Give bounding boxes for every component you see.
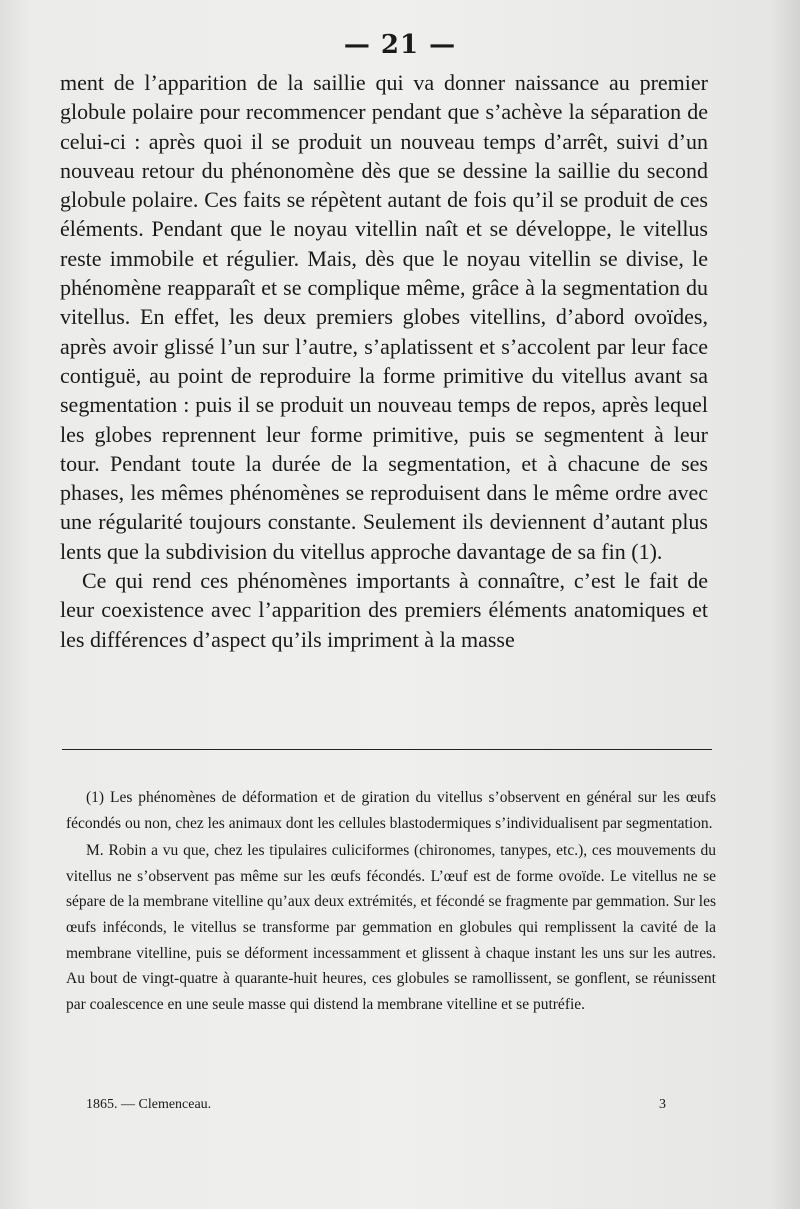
footer-imprint: 1865. — Clemenceau. bbox=[86, 1097, 212, 1112]
footnote-1: (1) Les phénomènes de déformation et de giration du vitellus s’observent en général sur les œufs fécondés ou non, chez les animaux dont les cellules blastodermiques s’individualisent par segmentation. bbox=[66, 789, 716, 832]
footnote-divider bbox=[62, 749, 712, 750]
page-footer bbox=[86, 1097, 666, 1113]
footnote-2: M. Robin a vu que, chez les tipulaires culiciformes (chironomes, tanypes, etc.), ces mouvements du vitellus ne s’observent pas même sur les œufs fécondés. L’œuf est de forme ovoïde. Le vitellus ne se sépare de la membrane vitelline qu’aux deux extrémités, et fécondé se fragmente par gemmation. Sur les œufs inféconds, le vitellus se transforme par gemmation en globules qui remplissent la cavité de la membrane vitelline, puis se déforment incessamment et glissent à chaque instant les uns sur les autres. Au bout de vingt-quatre à quarante-huit heures, ces globules se ramollissent, se gonflent, se réunissent par coalescence en une seule masse qui distend la membrane vitelline et se putréfie. bbox=[66, 842, 716, 1013]
main-text bbox=[60, 68, 708, 654]
page-number: — 21 — bbox=[343, 30, 457, 60]
footnotes bbox=[66, 785, 716, 1017]
paragraph-1: ment de l’apparition de la saillie qui va donner naissance au premier globule polaire pour recommencer pendant que s’achève la séparation de celui-ci : après quoi il se produit un nouveau temps d’arrêt, suivi d’un nouveau retour du phénonomène dès que se dessine la saillie du second globule polaire. Ces faits se répètent autant de fois qu’il se produit de ces éléments. Pendant que le noyau vitellin naît et se développe, le vitellus reste immobile et régulier. Mais, dès que le noyau vitellin se divise, le phénomène reapparaît et se complique même, grâce à la segmentation du vitellus. En effet, les deux premiers globes vitellins, d’abord ovoïdes, après avoir glissé l’un sur l’autre, s’aplatissent et s’accolent par leur face contiguë, au point de reproduire la forme primitive du vitellus avant sa segmentation : puis il se produit un nouveau temps de repos, après lequel les globes reprennent leur forme primitive, puis se segmentent à leur tour. Pendant toute la durée de la segmentation, et à chacune de ses phases, les mêmes phénomènes se reproduisent dans le même ordre avec une régularité toujours constante. Seulement ils deviennent d’autant plus lents que la subdivision du vitellus approche davantage de sa fin (1). bbox=[60, 70, 708, 564]
signature-mark: 3 bbox=[659, 1097, 666, 1112]
paragraph-2: Ce qui rend ces phénomènes importants à connaître, c’est le fait de leur coexistence avec l’apparition des premiers éléments anatomiques et les différences d’aspect qu’ils impriment à la masse bbox=[60, 568, 708, 652]
